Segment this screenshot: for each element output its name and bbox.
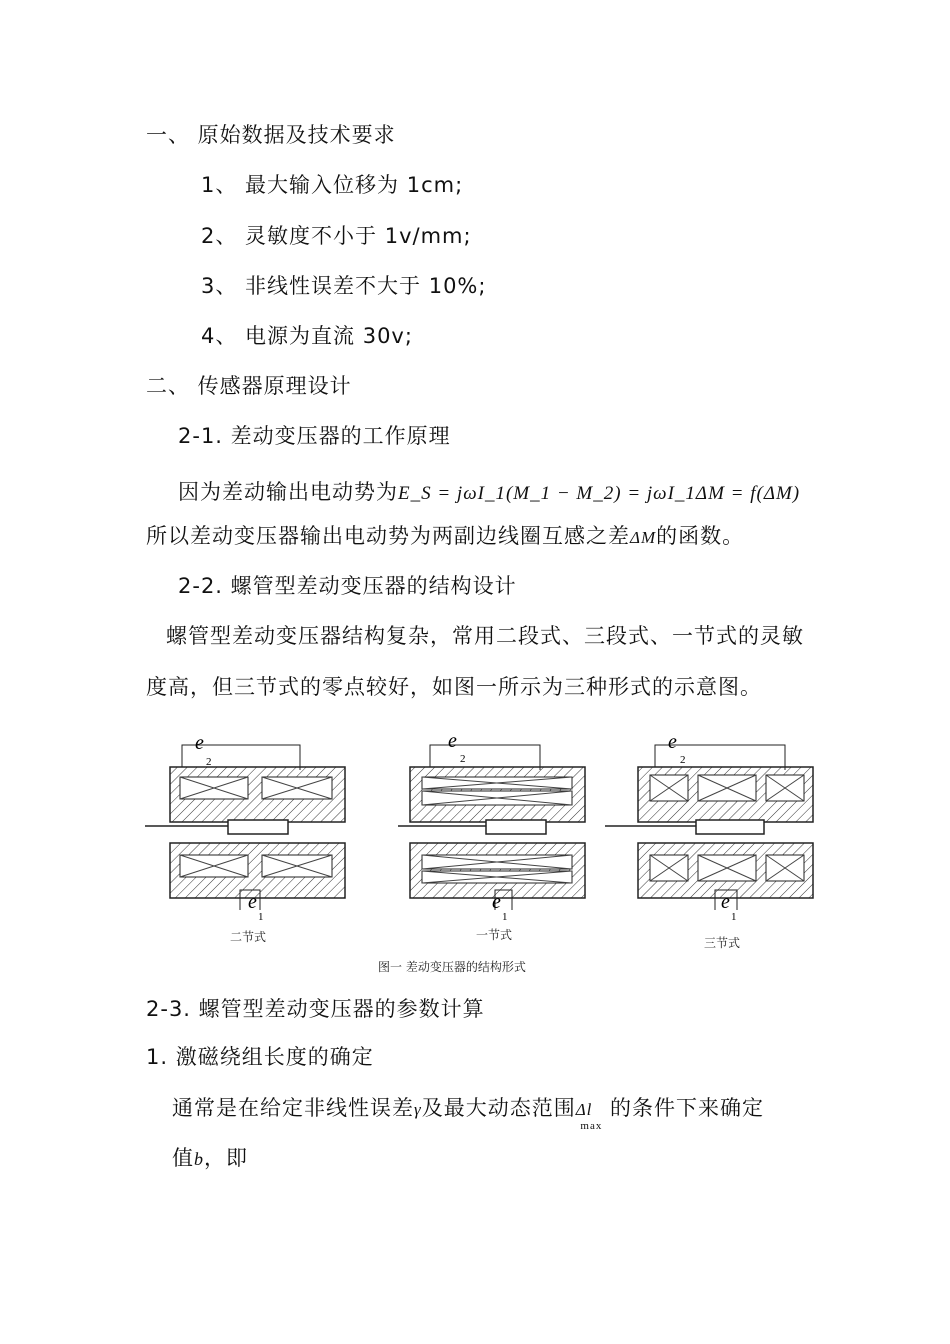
requirement-item-4: 4、 电源为直流 30v; <box>201 324 413 348</box>
panel3-e1-sub: 1 <box>731 911 737 923</box>
calc-line1-a: 通常是在给定非线性误差 <box>172 1096 414 1120</box>
panel-one-section <box>398 730 585 923</box>
panel2-e1-label: e <box>492 891 501 913</box>
formula-line <box>178 478 800 508</box>
panel3-e1-label: e <box>721 891 730 913</box>
calc-line-1 <box>172 1094 764 1140</box>
item-1-title: 1. 激磁绕组长度的确定 <box>146 1045 374 1069</box>
requirement-item-2: 2、 灵敏度不小于 1v/mm; <box>201 224 472 248</box>
panel1-e1-label: e <box>248 891 257 913</box>
subsection-2-1-title: 2-1. 差动变压器的工作原理 <box>178 424 451 448</box>
panel2-e1-sub: 1 <box>502 911 508 923</box>
transformer-structure-figure <box>140 725 830 955</box>
panel-three-section <box>605 731 813 923</box>
structure-paragraph-line-1: 螺管型差动变压器结构复杂，常用二段式、三段式、一节式的灵敏 <box>166 624 804 648</box>
subsection-2-2-title: 2-2. 螺管型差动变压器的结构设计 <box>178 574 517 598</box>
panel1-e2-label: e <box>195 732 204 754</box>
panel1-e2-sub: 2 <box>206 756 212 768</box>
structure-paragraph-line-2: 度高，但三节式的零点较好，如图一所示为三种形式的示意图。 <box>146 675 762 699</box>
section1-heading: 一、 原始数据及技术要求 <box>146 123 396 147</box>
delta-m-symbol: ΔM <box>630 528 657 547</box>
formula-prefix: 因为差动输出电动势为 <box>178 480 398 504</box>
panel1-label: 二节式 <box>230 930 267 944</box>
requirement-item-1: 1、 最大输入位移为 1cm; <box>201 173 464 197</box>
conclusion-line <box>146 522 744 552</box>
panel2-label: 一节式 <box>476 928 513 942</box>
calc-line2-a: 值 <box>172 1146 194 1170</box>
delta-l-subscript: max <box>580 1120 603 1132</box>
b-symbol: b <box>194 1149 204 1169</box>
panel3-label: 三节式 <box>704 936 741 950</box>
panel1-e1-sub: 1 <box>258 911 264 923</box>
section2-heading: 二、 传感器原理设计 <box>146 374 352 398</box>
calc-line2-c: ，即 <box>204 1146 248 1170</box>
calc-line-2 <box>172 1144 248 1173</box>
calc-line1-c: 的条件下来确定 <box>610 1096 765 1120</box>
calc-line1-b: 及最大动态范围 <box>421 1096 576 1120</box>
subsection-2-3-title: 2-3. 螺管型差动变压器的参数计算 <box>146 997 485 1021</box>
panel2-e2-sub: 2 <box>460 753 466 765</box>
panel-two-section <box>145 732 345 923</box>
emf-formula: E_S = jωI_1(M_1 − M_2) = jωI_1ΔM = f(ΔM) <box>398 483 801 504</box>
panel3-e2-sub: 2 <box>680 754 686 766</box>
delta-l-symbol: Δl <box>575 1100 593 1119</box>
figure-caption: 图一 差动变压器的结构形式 <box>378 960 526 974</box>
panel2-e2-label: e <box>448 730 457 752</box>
panel3-e2-label: e <box>668 731 677 753</box>
conclusion-suffix: 的函数。 <box>656 524 745 548</box>
requirement-item-3: 3、 非线性误差不大于 10%; <box>201 274 487 298</box>
gamma-symbol: γ <box>414 1100 422 1119</box>
conclusion-prefix: 所以差动变压器输出电动势为两副边线圈互感之差 <box>146 524 630 548</box>
